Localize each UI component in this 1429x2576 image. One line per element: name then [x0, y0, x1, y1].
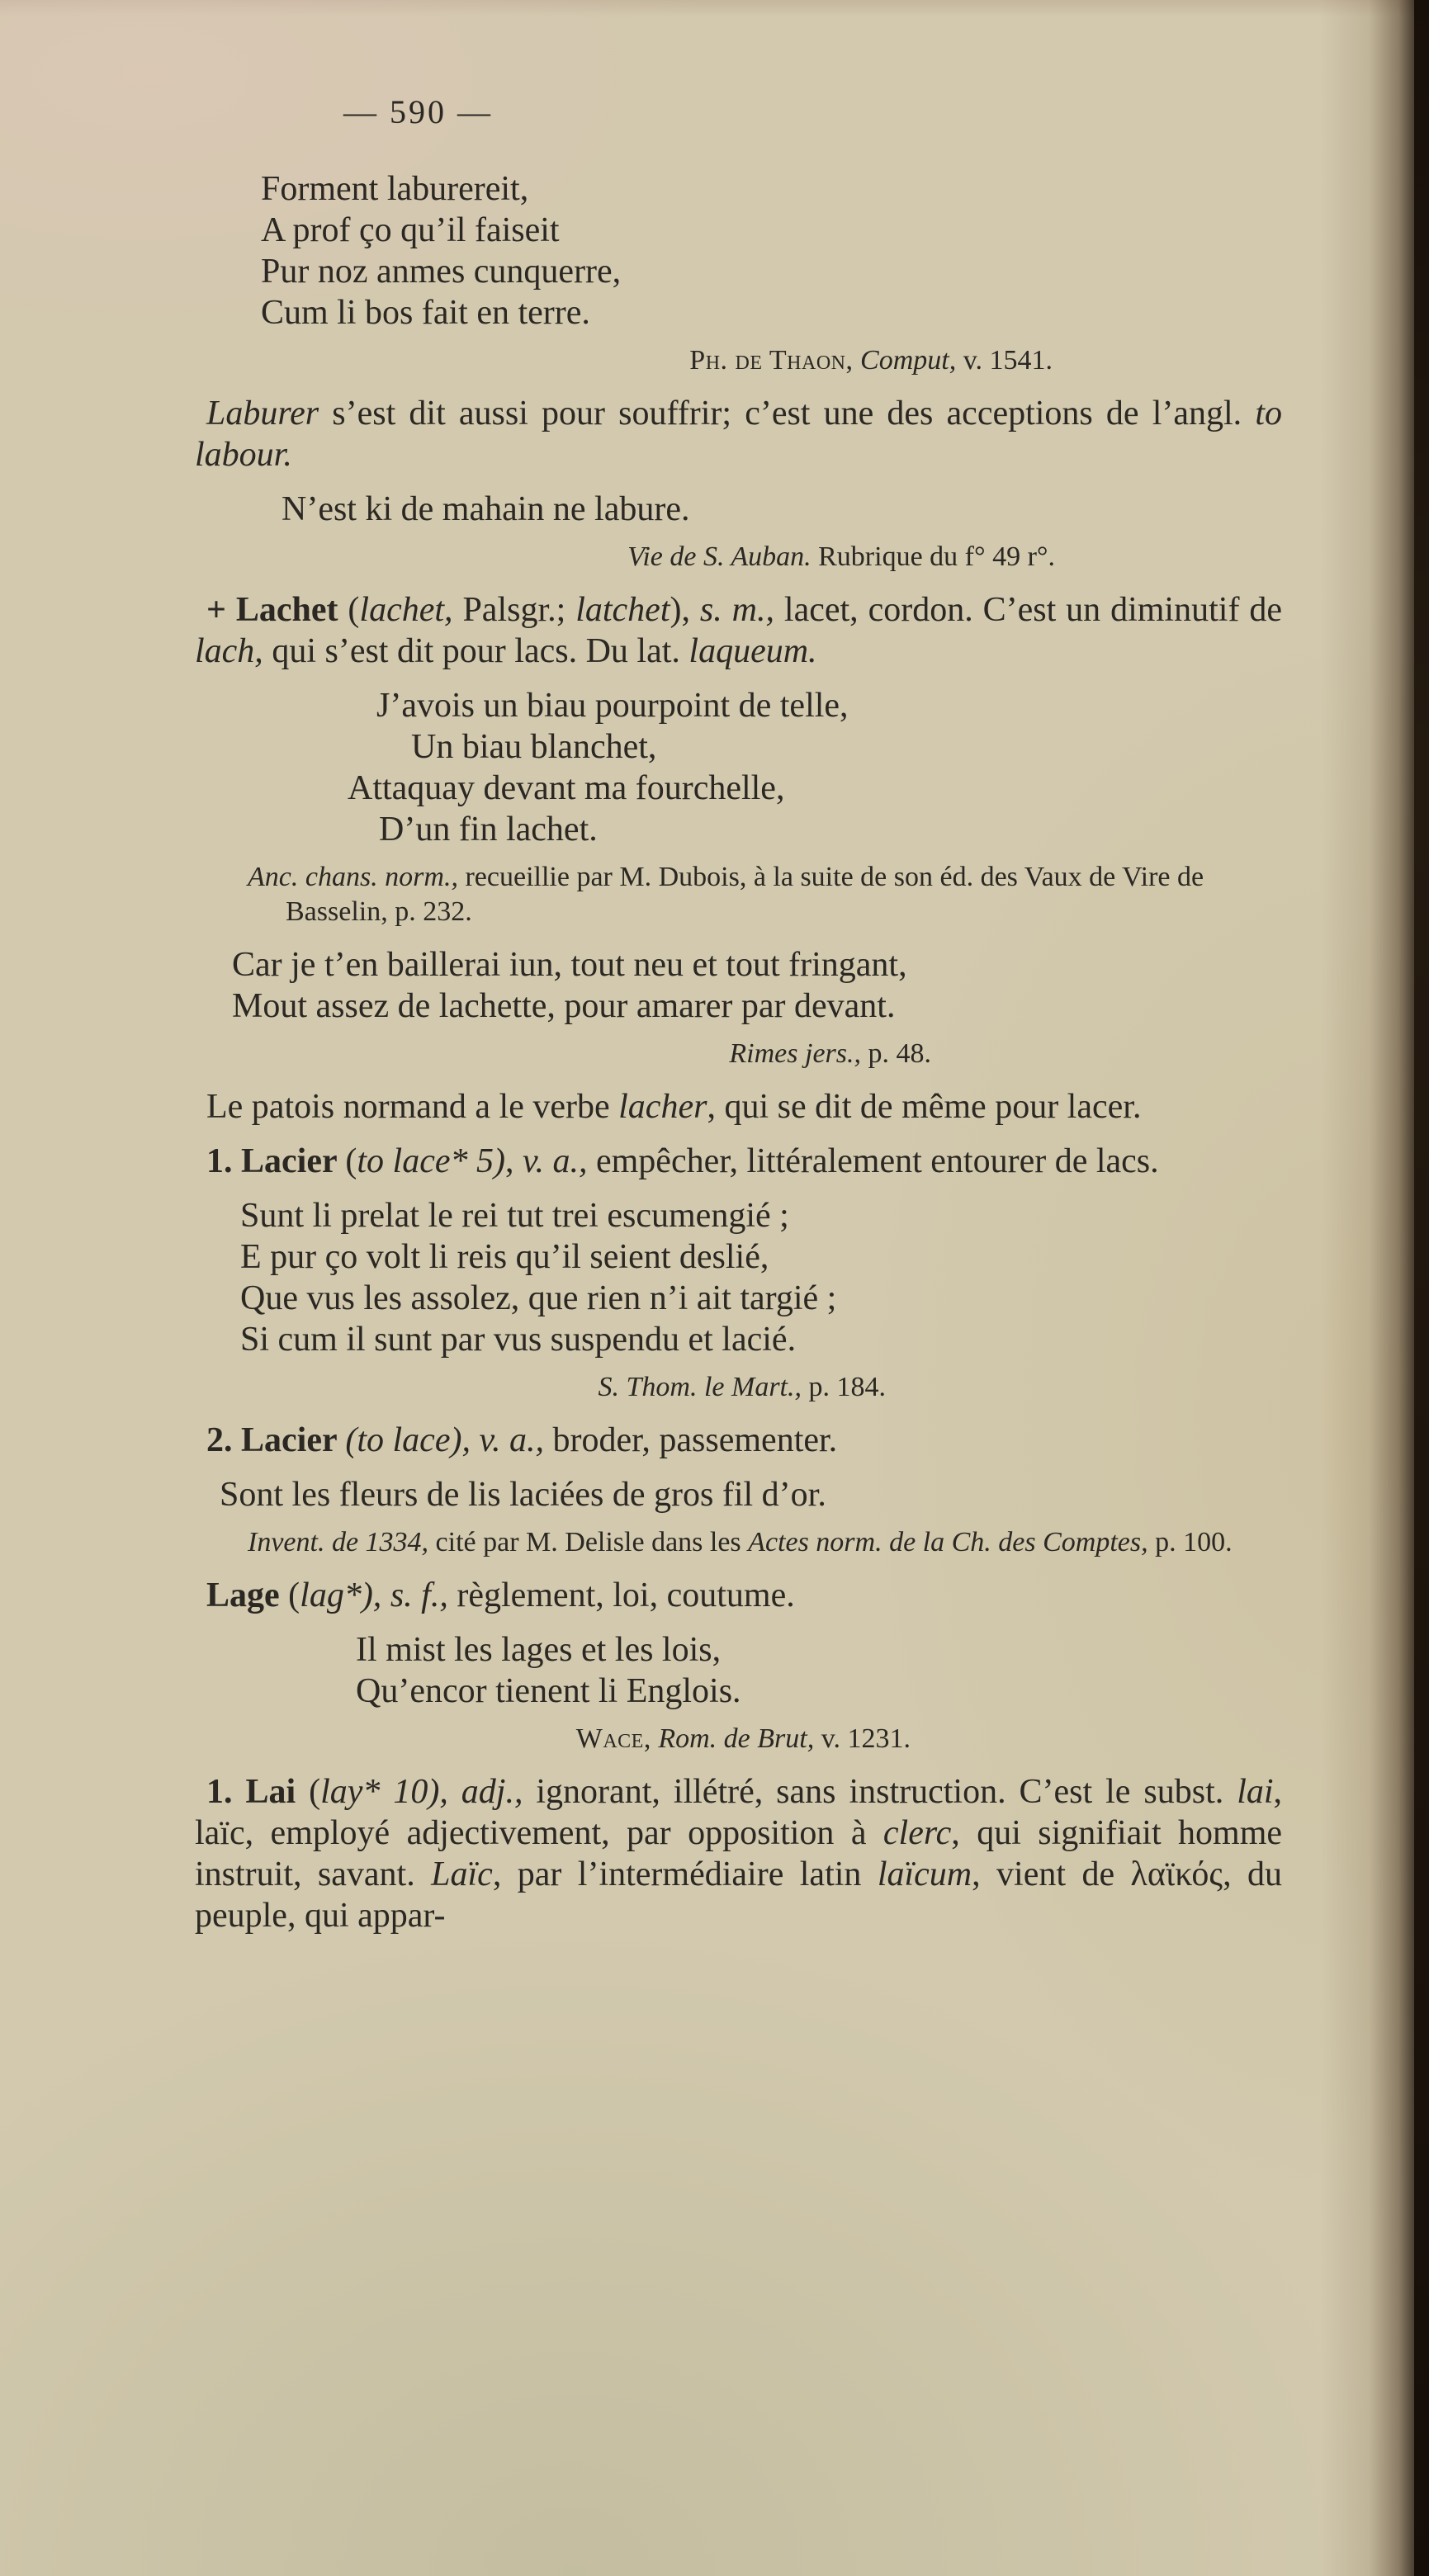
text-segment-plain: ),: [670, 591, 700, 629]
text-segment-italic: (to lace),: [345, 1421, 471, 1459]
text-segment-plain: [471, 1421, 480, 1459]
text-segment-bold: 2. Lacier: [206, 1421, 346, 1459]
verse-line: Attaquay devant ma fourchelle,: [348, 769, 785, 807]
verse-line: Sont les fleurs de lis laciées de gros fil d’or.: [220, 1476, 826, 1514]
text-segment-plain: v. 1541.: [956, 345, 1053, 376]
text-segment-italic: s. m.,: [699, 591, 774, 629]
verse-line: Qu’encor tienent li Englois.: [356, 1672, 741, 1710]
verse-line: A prof ço qu’il faiseit: [261, 211, 560, 249]
text-segment-plain: Rubrique du f° 49 r°.: [811, 541, 1055, 572]
text-segment-smallcaps: Wace,: [575, 1723, 651, 1754]
quote-block: [282, 489, 1282, 530]
text-segment-plain: broder, passementer.: [543, 1421, 838, 1459]
text-segment-italic: lachet,: [359, 591, 453, 629]
text-segment-italic: v. a.,: [479, 1421, 544, 1459]
text-segment-plain: v. 1231.: [814, 1723, 911, 1754]
text-segment-italic: clerc: [882, 1814, 952, 1852]
text-segment-plain: p. 100.: [1147, 1527, 1233, 1557]
text-segment-plain: lacet, cordon. C’est un diminutif de: [774, 591, 1282, 629]
text-segment-plain: [448, 1773, 461, 1811]
entry-block: [195, 589, 1282, 672]
citation-block: [248, 1525, 1282, 1560]
page-number: — 590 —: [343, 93, 493, 130]
text-segment-plain: , par l’intermédiaire latin: [492, 1855, 878, 1893]
text-segment-bold: Lage: [206, 1576, 289, 1614]
text-segment-plain: cité par M. Delisle dans les: [428, 1527, 749, 1557]
entry-block: [195, 1420, 1282, 1461]
text-segment-italic: adj.,: [461, 1773, 523, 1811]
text-segment-italic: latchet: [575, 591, 670, 629]
verse-line: J’avois un biau pourpoint de telle,: [376, 687, 849, 725]
text-segment-plain: (: [288, 1576, 300, 1614]
text-segment-italic: S. Thom. le Mart.,: [598, 1372, 802, 1402]
citation-block: [248, 860, 1282, 929]
verse-line: N’est ki de mahain ne labure.: [282, 490, 690, 528]
text-segment-plain: (: [345, 1142, 357, 1180]
text-segment-bold: 1. Lai: [206, 1773, 310, 1811]
text-segment-italic: to lace* 5): [357, 1142, 505, 1180]
text-segment-italic: Laïc: [431, 1855, 493, 1893]
verse-line: Sunt li prelat le rei tut trei escumengié ;: [240, 1197, 789, 1235]
text-segment-bold: + Lachet: [206, 591, 348, 629]
verse-line: Un biau blanchet,: [411, 728, 657, 766]
text-segment-italic: lacher: [618, 1088, 707, 1126]
text-segment-plain: , vient de λαϊκός, du peuple, qui appar-: [195, 1855, 1282, 1935]
quote-block: [220, 1474, 1282, 1515]
text-segment-italic: Invent. de 1334,: [248, 1527, 429, 1557]
verse-block: [261, 168, 1282, 333]
text-segment-plain: Le patois normand a le verbe: [206, 1088, 619, 1126]
citation-block: [195, 1037, 1282, 1071]
text-segment-italic: s. f.,: [390, 1576, 448, 1614]
verse-line: Si cum il sunt par vus suspendu et lacié.: [240, 1321, 797, 1359]
verse-block: [356, 1629, 1282, 1712]
text-segment-plain: p. 48.: [861, 1038, 931, 1069]
entry-block: [195, 1575, 1282, 1616]
text-segment-italic: Comput,: [853, 345, 957, 376]
verse-line: Pur noz anmes cunquerre,: [261, 253, 622, 291]
citation-block: [195, 540, 1282, 574]
verse-block: [240, 1195, 1282, 1360]
text-segment-smallcaps: Ph. de Thaon,: [689, 345, 854, 376]
text-segment-italic: Laburer: [206, 395, 319, 432]
verse-line: Il mist les lages et les lois,: [356, 1631, 722, 1669]
text-segment-plain: , qui se dit de même pour lacer.: [707, 1088, 1142, 1126]
text-segment-plain: , qui signifiait homme instruit, savant.: [195, 1814, 1283, 1893]
text-segment-plain: règlement, loi, coutume.: [447, 1576, 795, 1614]
text-segment-plain: ignorant, illétré, sans instruction. C’est le subst.: [523, 1773, 1237, 1811]
text-segment-italic: to labour.: [195, 395, 1282, 474]
verse-line: Car je t’en baillerai iun, tout neu et tout fringant,: [232, 946, 907, 984]
text-segment-italic: laqueum.: [688, 632, 817, 670]
text-segment-italic: lag*),: [300, 1576, 382, 1614]
verse-block: [232, 944, 1282, 1027]
text-segment-bold: 1. Lacier: [206, 1142, 346, 1180]
text-segment-italic: Rom. de Brut,: [651, 1723, 815, 1754]
text-segment-italic: lay* 10),: [320, 1773, 448, 1811]
text-segment-italic: v. a.,: [522, 1142, 588, 1180]
text-segment-plain: s’est dit aussi pour souffrir; c’est une des acceptions de l’angl.: [319, 395, 1256, 432]
paragraph-block: [195, 1086, 1282, 1127]
text-segment-italic: lai: [1237, 1773, 1274, 1811]
text-segment-plain: empêcher, littéralement entourer de lacs.: [587, 1142, 1159, 1180]
verse-block: [348, 685, 1282, 850]
text-segment-plain: p. 184.: [802, 1372, 886, 1402]
text-segment-plain: ,: [504, 1142, 523, 1180]
text-segment-plain: [381, 1576, 390, 1614]
verse-line: D’un fin lachet.: [379, 811, 598, 848]
text-segment-plain: (: [348, 591, 360, 629]
text-segment-plain: , laïc, employé adjectivement, par opposition à: [195, 1773, 1283, 1852]
text-segment-italic: Actes norm. de la Ch. des Comptes,: [748, 1527, 1148, 1557]
verse-line: Forment laburereit,: [261, 170, 529, 208]
entry-block: [195, 1141, 1282, 1182]
text-segment-italic: Rimes jers.,: [729, 1038, 861, 1069]
citation-block: [195, 1370, 1282, 1405]
citation-block: [195, 343, 1282, 378]
paragraph-block: [195, 393, 1282, 475]
entry-block: [195, 1771, 1282, 1936]
text-segment-italic: laïcum: [877, 1855, 972, 1893]
text-segment-plain: qui s’est dit pour lacs. Du lat.: [263, 632, 689, 670]
citation-block: [195, 1722, 1282, 1756]
text-segment-italic: Vie de S. Auban.: [627, 541, 812, 572]
text-segment-plain: Palsgr.;: [452, 591, 576, 629]
page-content: [195, 168, 1282, 1936]
text-segment-plain: (: [309, 1773, 321, 1811]
verse-line: E pur ço volt li reis qu’il seient deslié,: [240, 1238, 769, 1276]
verse-line: Que vus les assolez, que rien n’i ait targié ;: [240, 1279, 837, 1317]
text-segment-italic: lach,: [195, 632, 263, 670]
text-segment-italic: Anc. chans. norm.,: [248, 862, 458, 892]
text-segment-plain: recueillie par M. Dubois, à la suite de son éd. des Vaux de Vire de Basselin, p. 232.: [286, 862, 1204, 927]
verse-line: Mout assez de lachette, pour amarer par devant.: [232, 987, 896, 1025]
verse-line: Cum li bos fait en terre.: [261, 294, 590, 332]
